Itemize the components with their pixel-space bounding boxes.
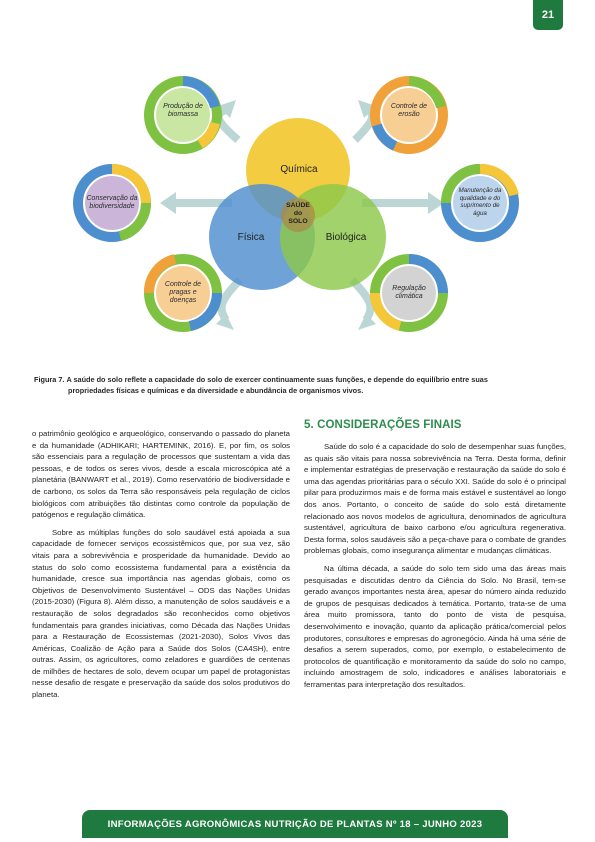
node-label-producao: Produção de biomassa [163, 103, 203, 118]
venn-label-biology: Biológica [325, 232, 367, 243]
node-label-pragas: Controle de pragas e doenças [164, 281, 202, 304]
page-number: 21 [533, 0, 563, 30]
figure-caption [34, 375, 566, 396]
node-label-erosao: Controle de erosão [390, 103, 428, 118]
caption-lead: Figura 7. [34, 375, 65, 384]
right-paragraph-2: Na última década, a saúde do solo tem sido uma das áreas mais pesquisadas e discutidas dentro da Ciência do Solo. No Brasil, tem-se gerado avanços importantes nesta área, apesar do número ainda reduzido de grupos de pesquisas dedicados à temática. Portanto, trata-se de uma área muito promissora, tanto do ponto de vista de pesquisa, desenvolvimento e inovação, quanto da aplicação prática/comercial pelos produtores, consultores e empresas do agronegócio. Ainda há uma série de desafios a serem superados, como, por exemplo, o estabelecimento de protocolos de quantificação e monitoramento da saúde do solo no campo, incluindo amostragem de solo, indicadores e análises laboratoriais e ferramentas para interpretação dos resultados. [304, 563, 566, 689]
node-label-clima: Regulação climática [392, 285, 426, 300]
right-column [304, 419, 566, 694]
section-title: 5. CONSIDERAÇÕES FINAIS [304, 419, 462, 431]
venn-center-label: SAÚDE do SOLO [286, 202, 310, 225]
footer-banner: INFORMAÇÕES AGRONÔMICAS NUTRIÇÃO DE PLANTAS Nº 18 – JUNHO 2023 [82, 810, 508, 838]
soil-health-figure [0, 40, 595, 370]
venn-label-physics: Física [237, 232, 265, 243]
left-paragraph-2: Sobre as múltiplas funções do solo saudável está apoiada a sua capacidade de fornecer serviços ecossistêmicos que, por sua vez, são vitais para a sobrevivência e prosperidade da humanidade. Devido ao status do solo como ecossistema fundamental para a existência da humanidade, cresce sua importância nas agendas globais, como os Objetivos de Desenvolvimento Sustentável – ODS das Nações Unidas (2015-2030) (Figura 8). Além disso, a manutenção de solos saudáveis e a restauração de solos degradados são reconhecidos como objetivos fundamentais para grandes iniciativas, como Década das Nações Unidas para a Restauração de Ecossistemas (2021-2030), Solos Vivos das Américas, Coalizão de Ação para a Saúde dos Solos (CA4SH), entre outras. Assim, os agricultores, como zeladores e guardiões de centenas de milhões de hectares de solo, devem ocupar um papel de protagonistas nesse desafio de resgate e preservação da saúde dos solos produtivos do planeta. [32, 527, 290, 700]
left-paragraph-1: o patrimônio geológico e arqueológico, conservando o passado do planeta e da humanidade (ADHIKARI; HARTEMINK, 2016). E, por fim, os solos são essenciais para a regulação de processos que sustentam a vida das pessoas, e de todos os seres vivos, desde a escala microscópica até a planetária (BANWART et al., 2019). Como reservatório de biodiversidade e de carbono, os solos da Terra são responsáveis pela regulação de ciclos biológicos com atribuições tão distintas como controle da população de patógenos e regulação climática. [32, 429, 290, 520]
node-label-agua: Manutenção da qualidade e do suprimento de água [458, 187, 502, 217]
caption-continuation: propriedades físicas e químicas e da diversidade e abundância de organismos vivos. [68, 385, 364, 395]
right-paragraph-1: Saúde do solo é a capacidade do solo de desempenhar suas funções, as quais são vitais para nossa sobrevivência na Terra. Desta forma, definir e implementar estratégias de preservação e restauração da saúde do solo é uma das agendas prioritárias para o século XXI. Saúde do solo é o principal pilar para produzirmos mais e de forma mais estável e sustentável ao longo dos anos. Portanto, o conceito de saúde do solo está diretamente relacionado aos novos modelos de agricultura, denominados de agricultura sustentável, agricultura de baixo carbono e/ou agricultura regenerativa. Desta forma, solos saudáveis são a peça-chave para o combate de grandes problemas globais, como insegurança alimentar e mudanças climáticas. [304, 442, 566, 556]
caption-text: A saúde do solo reflete a capacidade do solo de exercer continuamente suas funções, e depende do equilíbrio entre suas [66, 375, 488, 384]
venn-label-chemistry: Química [280, 164, 318, 175]
left-column [32, 428, 290, 705]
node-label-biodiversidade: Conservação da biodiversidade [86, 195, 138, 210]
